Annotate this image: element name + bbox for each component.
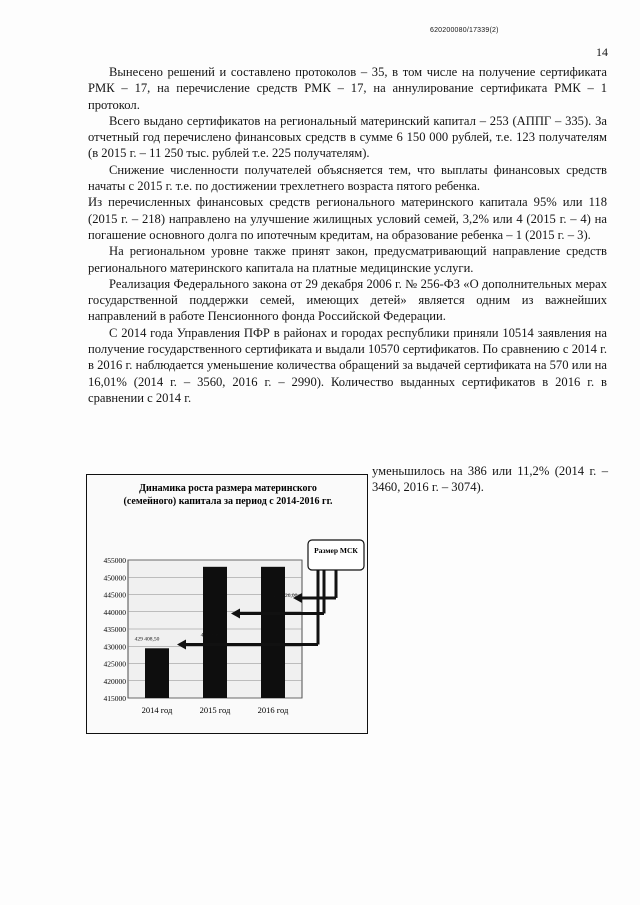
data-label: 429 408,50 [134, 636, 160, 643]
paragraph: Вынесено решений и составлено протоколов – 35, в том числе на получение сертификата РМК – 17, на перечисление средств РМК – 17, на аннулирование сертификата РМК – 1 протокол. [88, 65, 607, 112]
y-tick-label: 420000 [103, 676, 126, 686]
paragraph: Всего выдано сертификатов на региональный материнский капитал – 253 (АППГ – 335). За отчетный год перечислено финансовых средств в сумме 6 150 000 рублей, т.е. 123 получателям (в 2015 г. – 11 250 тыс. рублей т.е. 225 получателям). [88, 113, 607, 161]
page-number: 14 [596, 45, 608, 59]
body-text [88, 64, 607, 406]
bar [261, 567, 285, 698]
paragraph: Из перечисленных финансовых средств регионального материнского капитала 95% или 118 (2015 г. – 218) направлено на улучшение жилищных условий семей, 3,2% или 4 (2015 г. – 4) на погашение основного долга по ипотечным кредитам, на образование ребенка – 1 (2015 г. – 3). [88, 195, 607, 242]
doc-id: 620200080/17339(2) [430, 27, 499, 34]
y-axis-ticks [104, 556, 127, 703]
paragraph: С 2014 года Управления ПФР в районах и городах республики приняли 10514 заявления на получение государственного сертификата и выдали 10570 сертификатов. По сравнению с 2014 г. в 2016 г. наблюдается уменьшение количества обращений за выдачей сертификата на 570 или на 16,01% (2014 г. – 3560, 2016 г. – 2990). Количество выданных сертификатов в 2016 г. в сравнении с 2014 г. [88, 325, 607, 405]
y-tick-label: 435000 [103, 625, 126, 634]
data-label: 453 026,00 [200, 632, 226, 639]
legend-box [308, 540, 364, 570]
x-tick-label: 2014 год [141, 705, 173, 715]
y-tick-label: 415000 [103, 694, 126, 703]
y-tick-label: 455000 [103, 556, 126, 565]
bar [145, 648, 169, 698]
y-tick-label: 450000 [103, 573, 126, 583]
y-tick-label: 430000 [103, 642, 126, 652]
paragraph: На региональном уровне также принят закон, предусматривающий направление средств регионального материнского капитала на платные медицинские услуги. [88, 244, 607, 275]
x-tick-label: 2015 год [199, 705, 231, 715]
x-axis-ticks [142, 705, 289, 715]
chart [86, 474, 368, 734]
paragraph: Снижение численности получателей объясняется тем, что выплаты финансовых средств начаты с 2015 г. т.е. по достижении трехлетнего возраста пятого ребенка. [88, 162, 607, 194]
y-tick-label: 425000 [103, 659, 126, 669]
chart-title-line-2: (семейного) капитала за период с 2014-2016 гг. [123, 496, 333, 507]
data-label: 453 026,00 [272, 592, 298, 599]
chart-svg [86, 474, 368, 734]
legend-label: Размер МСК [314, 546, 358, 555]
paragraph: Реализация Федерального закона от 29 декабря 2006 г. № 256-ФЗ «О дополнительных мерах государственной поддержки семей, имеющих детей» является одним из важнейших направлений в работе Пенсионного фонда Российской Федерации. [88, 276, 607, 324]
y-tick-label: 445000 [103, 590, 126, 600]
x-tick-label: 2016 год [257, 705, 289, 715]
chart-title-line-1: Динамика роста размера материнского [139, 483, 317, 494]
y-tick-label: 440000 [103, 607, 126, 617]
wrapped-text: уменьшилось на 386 или 11,2% (2014 г. – 3460, 2016 г. – 3074). [372, 464, 608, 495]
legend [308, 540, 364, 570]
